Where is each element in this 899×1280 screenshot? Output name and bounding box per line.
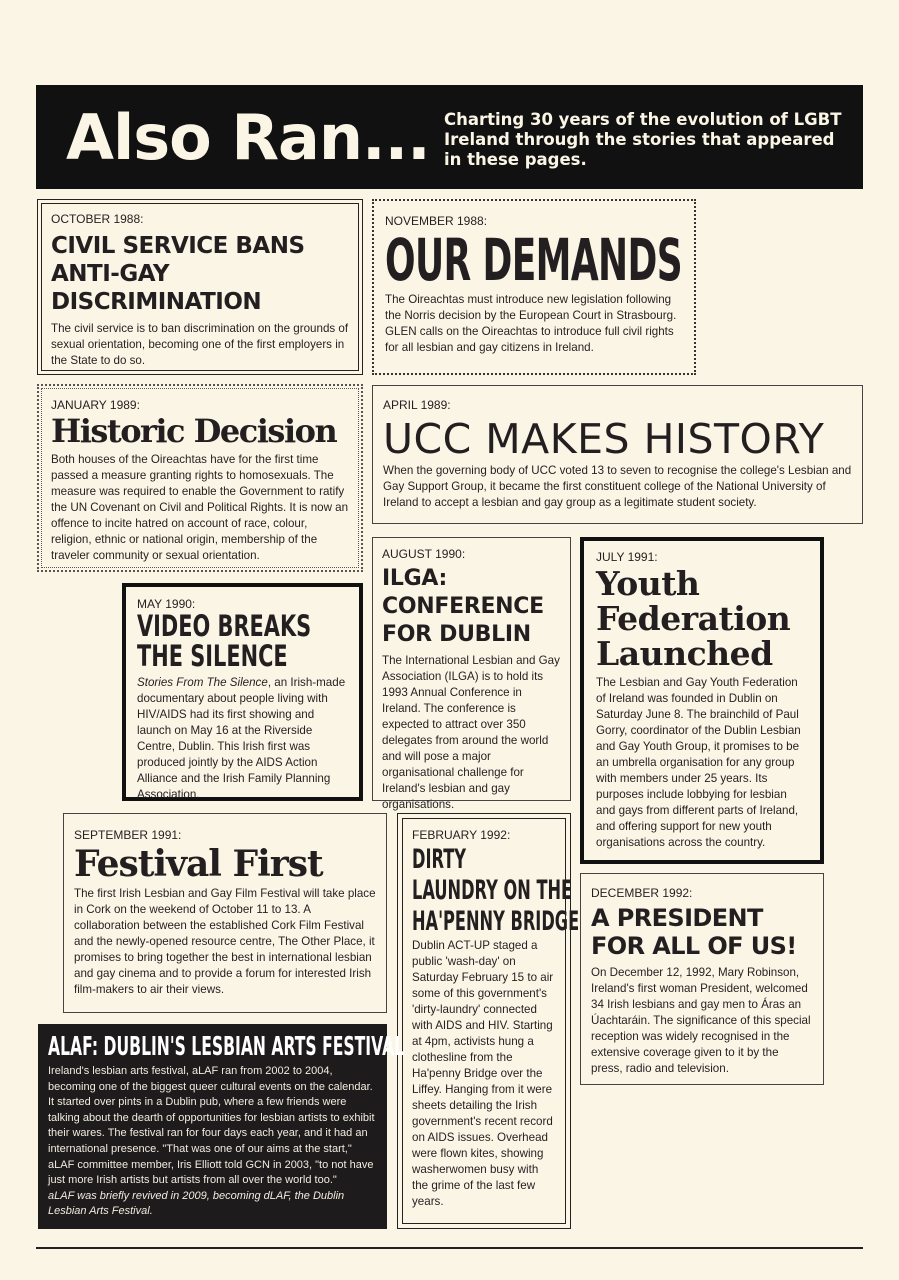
story-date: MAY 1990: <box>137 597 196 611</box>
story-date: JANUARY 1989: <box>51 398 140 412</box>
story-body: The Oireachtas must introduce new legislation following the Norris decision by the European Court in Strasbourg. GLEN calls on the Oireachtas to introduce full civil rights for all lesbian and gay citizens in Ireland. <box>385 293 677 354</box>
story-body: The first Irish Lesbian and Gay Film Festival will take place in Cork on the weekend of October 11 to 13. A collaboration between the established Cork Film Festival and the newly-opened resource centre, The Other Place, it promises to bring together the best in international lesbian and gay cinema and to provide a forum for interested Irish film-makers to air their views. <box>74 887 376 996</box>
story-headline: Youth Federation Launched <box>596 564 791 673</box>
film-title: Stories From The Silence <box>137 676 268 689</box>
story-body <box>137 675 348 803</box>
story-sep-1991 <box>63 813 387 1013</box>
story-apr-1989 <box>372 385 863 524</box>
story-body: The International Lesbian and Gay Association (ILGA) is to hold its 1993 Annual Conference in Ireland. The conference is expected to attract over 350 delegates from around the world and will pose a major organisational challenge for Ireland's lesbian and gay organisations. <box>382 654 560 811</box>
story-date: DECEMBER 1992: <box>591 886 693 900</box>
title-banner <box>36 85 863 189</box>
story-headline: CIVIL SERVICE BANS ANTI-GAY DISCRIMINATION <box>51 233 305 315</box>
story-body: Ireland's lesbian arts festival, aLAF ran from 2002 to 2004, becoming one of the biggest queer cultural events on the calendar. It started over pints in a Dublin pub, where a few friends were talking about the dearth of opportunities for lesbian artists to exhibit their wares. The festival ran for four days each year, and it had an international presence. "That was one of our aims at the start," aLAF committee member, Iris Elliott told GCN in 2003, "to not have just more Irish artists but artists from all over the world too." <box>48 1065 375 1187</box>
story-body: The Lesbian and Gay Youth Federation of Ireland was founded in Dublin on Saturday June 8. The brainchild of Paul Gorry, coordinator of the Dublin Lesbian and Gay Youth Group, it promises to be an umbrella organisation for any group with members under 25 years. Its purposes include lobbying for lesbian and gays from different parts of Ireland, and offering support for new youth organisations across the country. <box>596 676 801 849</box>
story-headline: A PRESIDENT FOR ALL OF US! <box>591 904 797 960</box>
story-body: The civil service is to ban discrimination on the grounds of sexual orientation, becoming one of the first employers in the State to do so. <box>51 322 349 367</box>
story-aug-1990 <box>372 537 571 811</box>
story-body: Dublin ACT-UP staged a public 'wash-day' on Saturday February 15 to air some of this government's 'dirty-laundry' connected with AIDS and HIV. Starting at 4pm, activists hung a clothesline from the Ha'penny Bridge over the Liffey. Hanging from it were sheets detailing the Irish government's recent record on AIDS issues. Overhead were flown kites, showing washerwomen busy with the grime of the last few years. <box>412 939 554 1208</box>
story-headline-line-1: DIRTY <box>412 844 467 875</box>
story-headline: ILGA: CONFERENCE FOR DUBLIN <box>382 566 544 647</box>
story-feb-1992 <box>397 813 580 1229</box>
story-headline: Festival First <box>74 843 323 885</box>
story-alaf <box>38 1024 405 1229</box>
story-date: FEBRUARY 1992: <box>412 828 511 842</box>
story-body: When the governing body of UCC voted 13 to seven to recognise the college's Lesbian and Gay Support Group, it became the first constituent college of the National University of Ireland to accept a lesbian and gay group as a legitimate student society. <box>383 464 852 509</box>
story-body: On December 12, 1992, Mary Robinson, Ireland's first woman President, welcomed 34 Irish lesbians and gay men to Áras an Úachtaráin. The significance of this special reception was widely recognised in the extensive coverage given to it by the press, radio and television. <box>591 966 811 1075</box>
story-body-text: , an Irish-made documentary about people living with HIV/AIDS had its first showing and launch on May 16 at the Riverside Centre, Dublin. This Irish first was produced jointly by the AIDS Action Alliance and the Irish Family Planning Association. <box>137 676 346 801</box>
story-headline-line-1: VIDEO BREAKS <box>137 609 312 643</box>
story-date: APRIL 1989: <box>383 398 451 412</box>
story-headline: OUR DEMANDS <box>385 226 683 294</box>
bottom-rule <box>36 1247 863 1249</box>
story-jan-1989 <box>37 384 363 572</box>
story-date: NOVEMBER 1988: <box>385 214 488 228</box>
story-body: Both houses of the Oireachtas have for the first time passed a measure granting rights to homosexuals. The measure was required to enable the Government to ratify the UN Covenant on Civil and Political Rights. It is now an offence to incite hatred on account of race, colour, religion, ethnic or national origin, membership of the traveler community or sexual orientation. <box>51 453 349 562</box>
story-may-1990 <box>122 583 363 801</box>
story-date: OCTOBER 1988: <box>51 212 144 226</box>
page-subtitle: Charting 30 years of the evolution of LGBT Ireland through the stories that appeared in these pages. <box>444 110 842 169</box>
story-headline: UCC MAKES HISTORY <box>383 415 825 463</box>
story-nov-1988 <box>372 199 696 375</box>
story-jul-1991 <box>580 537 824 864</box>
story-headline-line-2: THE SILENCE <box>137 639 288 673</box>
story-headline-line-2: LAUNDRY ON THE <box>412 875 573 906</box>
story-headline: Historic Decision <box>51 412 337 450</box>
story-dec-1992 <box>580 873 824 1085</box>
story-date: JULY 1991: <box>596 550 658 564</box>
story-date: AUGUST 1990: <box>382 547 466 561</box>
page-title: Also Ran... <box>66 101 430 174</box>
story-date: SEPTEMBER 1991: <box>74 828 182 842</box>
story-headline: ALAF: DUBLIN'S LESBIAN ARTS FESTIVAL <box>48 1032 405 1062</box>
story-headline-line-3: HA'PENNY BRIDGE <box>412 906 580 937</box>
story-footnote: aLAF was briefly revived in 2009, becoming dLAF, the Dublin Lesbian Arts Festival. <box>48 1189 345 1218</box>
story-oct-1988 <box>37 199 363 375</box>
